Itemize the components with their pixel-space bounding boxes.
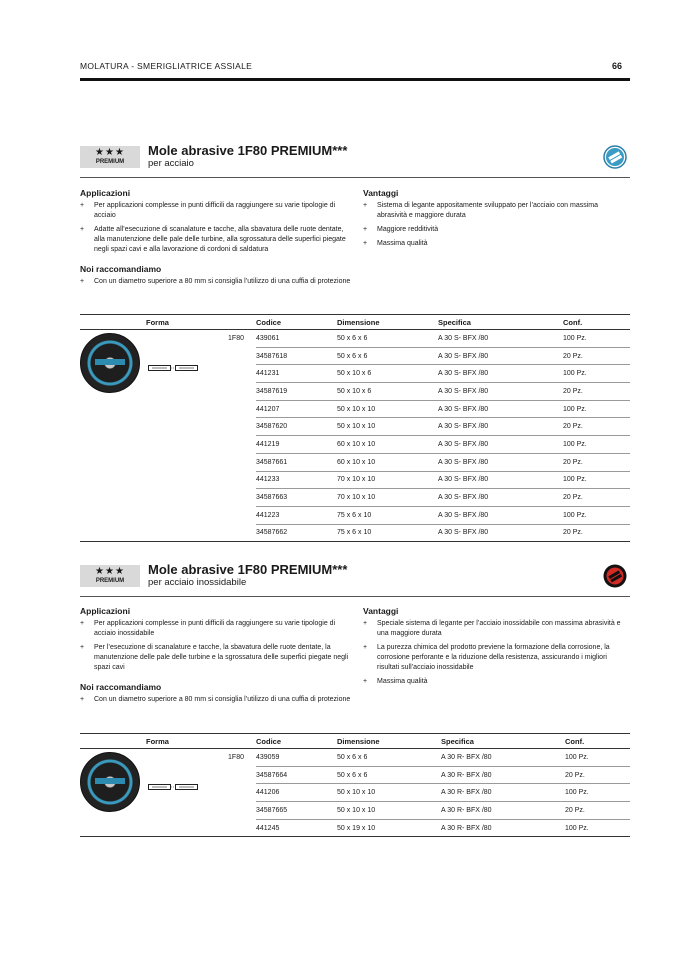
specifica-cell: A 30 S- BFX /80 <box>438 471 563 489</box>
table-row <box>80 524 630 542</box>
codice-cell: 34587665 <box>256 802 337 820</box>
premium-badge <box>80 146 140 168</box>
applicazioni-list <box>80 201 356 259</box>
conf-cell: 20 Pz. <box>565 802 630 820</box>
table-row <box>80 453 630 471</box>
star-rating-icon: ★★★ <box>95 566 125 577</box>
dimensione-cell: 50 x 10 x 10 <box>337 784 441 802</box>
stainless-steel-material-icon <box>603 564 627 588</box>
dimensione-cell: 50 x 6 x 6 <box>337 749 441 767</box>
codice-cell: 441207 <box>256 400 337 418</box>
list-item: + Con un diametro superiore a 80 mm si consiglia l’utilizzo di una cuffia di protezione <box>80 695 356 705</box>
list-item: + Adatte all’esecuzione di scanalature e tacche, alla sbavatura delle ruote dentate, alla manutenzione delle pale delle turbine, alla sgrossatura delle superfici piegate negli spazi cavi e alla lavorazione di cordoni di saldatura <box>80 225 356 255</box>
table-row <box>80 400 630 418</box>
table-row <box>80 383 630 401</box>
premium-badge <box>80 565 140 587</box>
codice-cell: 34587661 <box>256 453 337 471</box>
forma-cell: 1F80 <box>228 754 244 762</box>
specifica-cell: A 30 R- BFX /80 <box>441 802 565 820</box>
applicazioni-list <box>80 619 356 677</box>
applicazioni-heading: Applicazioni <box>80 188 131 198</box>
conf-cell: 20 Pz. <box>563 418 630 436</box>
header-rule <box>80 78 630 81</box>
codice-cell: 34587618 <box>256 347 337 365</box>
applicazioni-heading: Applicazioni <box>80 606 131 616</box>
specifica-cell: A 30 S- BFX /80 <box>438 506 563 524</box>
list-item: + Per l’esecuzione di scanalature e tacche, la sbavatura delle ruote dentate, la manutenzione delle pale delle turbine e la sgrossatura delle superfici piegate negli spazi cavi <box>80 643 356 673</box>
conf-cell: 20 Pz. <box>563 524 630 542</box>
specifica-cell: A 30 S- BFX /80 <box>438 330 563 348</box>
col-header-dimensione: Dimensione <box>337 734 441 749</box>
codice-cell: 439061 <box>256 330 337 348</box>
col-header-forma: Forma <box>146 315 256 330</box>
codice-cell: 34587619 <box>256 383 337 401</box>
dimensione-cell: 50 x 19 x 10 <box>337 819 441 837</box>
product-table <box>80 314 630 542</box>
list-item: + Con un diametro superiore a 80 mm si consiglia l’utilizzo di una cuffia di protezione <box>80 277 356 287</box>
codice-cell: 34587663 <box>256 489 337 507</box>
table-row <box>80 471 630 489</box>
star-rating-icon: ★★★ <box>95 147 125 158</box>
codice-cell: 441219 <box>256 436 337 454</box>
conf-cell: 100 Pz. <box>563 400 630 418</box>
list-item: + Maggiore redditività <box>363 225 623 235</box>
section-subtitle: per acciaio <box>148 158 194 169</box>
conf-cell: 20 Pz. <box>563 347 630 365</box>
disc-profile-drawing <box>148 358 198 376</box>
specifica-cell: A 30 S- BFX /80 <box>438 436 563 454</box>
list-item: + Massima qualità <box>363 239 623 249</box>
col-header-conf: Conf. <box>563 315 630 330</box>
conf-cell: 100 Pz. <box>563 365 630 383</box>
specifica-cell: A 30 R- BFX /80 <box>441 749 565 767</box>
dimensione-cell: 50 x 6 x 6 <box>337 347 438 365</box>
raccomandiamo-list <box>80 277 356 291</box>
col-header-specifica: Specifica <box>441 734 565 749</box>
list-item: + Speciale sistema di legante per l’acciaio inossidabile con massima abrasività e una maggiore durata <box>363 619 625 639</box>
dimensione-cell: 50 x 10 x 6 <box>337 365 438 383</box>
col-header-conf: Conf. <box>565 734 630 749</box>
vantaggi-list <box>363 201 623 253</box>
codice-cell: 441231 <box>256 365 337 383</box>
section-title: Mole abrasive 1F80 PREMIUM*** <box>148 562 348 577</box>
vantaggi-heading: Vantaggi <box>363 188 399 198</box>
codice-cell: 441206 <box>256 784 337 802</box>
list-item: + La purezza chimica del prodotto previene la formazione della corrosione, la corrosione perforante e la riduzione della resistenza, assicurando i migliori risultati sull’acciaio inossidabile <box>363 643 625 673</box>
specifica-cell: A 30 S- BFX /80 <box>438 383 563 401</box>
dimensione-cell: 75 x 6 x 10 <box>337 506 438 524</box>
table-row <box>80 436 630 454</box>
table-row <box>80 819 630 837</box>
list-item: + Massima qualità <box>363 677 625 687</box>
disc-profile-drawing <box>148 777 198 795</box>
dimensione-cell: 60 x 10 x 10 <box>337 436 438 454</box>
section-title: Mole abrasive 1F80 PREMIUM*** <box>148 143 348 158</box>
specifica-cell: A 30 S- BFX /80 <box>438 489 563 507</box>
conf-cell: 100 Pz. <box>565 784 630 802</box>
table-row <box>80 330 630 348</box>
vantaggi-list <box>363 619 625 691</box>
section-subtitle: per acciaio inossidabile <box>148 577 247 588</box>
badge-label: PREMIUM <box>95 159 125 165</box>
conf-cell: 20 Pz. <box>563 489 630 507</box>
steel-material-icon <box>603 145 627 169</box>
codice-cell: 439059 <box>256 749 337 767</box>
dimensione-cell: 50 x 10 x 10 <box>337 400 438 418</box>
specifica-cell: A 30 S- BFX /80 <box>438 347 563 365</box>
codice-cell: 34587662 <box>256 524 337 542</box>
col-header-dimensione: Dimensione <box>337 315 438 330</box>
codice-cell: 34587664 <box>256 766 337 784</box>
specifica-cell: A 30 S- BFX /80 <box>438 524 563 542</box>
col-header-forma: Forma <box>146 734 256 749</box>
conf-cell: 20 Pz. <box>563 453 630 471</box>
conf-cell: 20 Pz. <box>563 383 630 401</box>
codice-cell: 441223 <box>256 506 337 524</box>
dimensione-cell: 50 x 10 x 10 <box>337 802 441 820</box>
dimensione-cell: 70 x 10 x 10 <box>337 471 438 489</box>
list-item: + Per applicazioni complesse in punti difficili da raggiungere su varie tipologie di acciaio <box>80 201 356 221</box>
dimensione-cell: 60 x 10 x 10 <box>337 453 438 471</box>
dimensione-cell: 50 x 6 x 6 <box>337 330 438 348</box>
conf-cell: 100 Pz. <box>563 330 630 348</box>
dimensione-cell: 70 x 10 x 10 <box>337 489 438 507</box>
specifica-cell: A 30 S- BFX /80 <box>438 400 563 418</box>
dimensione-cell: 50 x 6 x 6 <box>337 766 441 784</box>
specifica-cell: A 30 S- BFX /80 <box>438 453 563 471</box>
conf-cell: 20 Pz. <box>565 766 630 784</box>
dimensione-cell: 50 x 10 x 10 <box>337 418 438 436</box>
specifica-cell: A 30 R- BFX /80 <box>441 766 565 784</box>
conf-cell: 100 Pz. <box>563 471 630 489</box>
vantaggi-heading: Vantaggi <box>363 606 399 616</box>
grinding-disc-image <box>80 752 140 812</box>
specifica-cell: A 30 R- BFX /80 <box>441 784 565 802</box>
table-row <box>80 506 630 524</box>
page-number: 66 <box>612 61 623 71</box>
raccomandiamo-heading: Noi raccomandiamo <box>80 264 162 274</box>
col-header-codice: Codice <box>256 315 337 330</box>
col-header-codice: Codice <box>256 734 337 749</box>
forma-cell: 1F80 <box>228 335 244 343</box>
raccomandiamo-heading: Noi raccomandiamo <box>80 682 162 692</box>
table-row <box>80 489 630 507</box>
badge-label: PREMIUM <box>95 578 125 584</box>
conf-cell: 100 Pz. <box>565 819 630 837</box>
list-item: + Per applicazioni complesse in punti difficili da raggiungere su varie tipologie di acciaio inossidabile <box>80 619 356 639</box>
codice-cell: 34587620 <box>256 418 337 436</box>
codice-cell: 441245 <box>256 819 337 837</box>
conf-cell: 100 Pz. <box>563 436 630 454</box>
dimensione-cell: 50 x 10 x 6 <box>337 383 438 401</box>
raccomandiamo-list <box>80 695 356 709</box>
specifica-cell: A 30 S- BFX /80 <box>438 365 563 383</box>
table-row <box>80 802 630 820</box>
col-header-specifica: Specifica <box>438 315 563 330</box>
conf-cell: 100 Pz. <box>565 749 630 767</box>
section-rule <box>80 177 630 178</box>
page-header-title: MOLATURA - SMERIGLIATRICE ASSIALE <box>80 61 253 71</box>
table-row <box>80 749 630 767</box>
specifica-cell: A 30 S- BFX /80 <box>438 418 563 436</box>
specifica-cell: A 30 R- BFX /80 <box>441 819 565 837</box>
conf-cell: 100 Pz. <box>563 506 630 524</box>
list-item: + Sistema di legante appositamente sviluppato per l’acciaio con massima abrasività e maggiore durata <box>363 201 623 221</box>
table-row <box>80 418 630 436</box>
dimensione-cell: 75 x 6 x 10 <box>337 524 438 542</box>
grinding-disc-image <box>80 333 140 393</box>
section-rule <box>80 596 630 597</box>
codice-cell: 441233 <box>256 471 337 489</box>
